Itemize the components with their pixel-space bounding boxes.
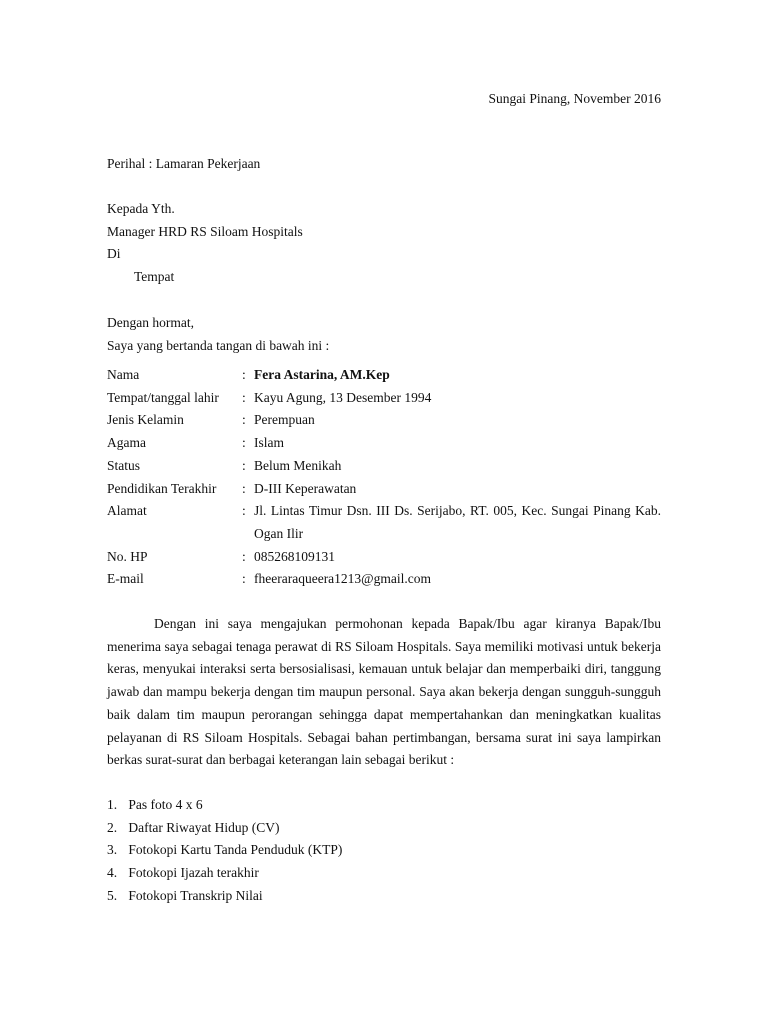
field-label: Alamat (107, 503, 147, 519)
field-value-phone: 085268109131 (254, 548, 335, 564)
opening-block (107, 312, 329, 357)
field-label: No. HP (107, 548, 148, 564)
field-label: Nama (107, 367, 140, 382)
attachment-list (107, 794, 342, 908)
list-item-text: Daftar Riwayat Hidup (CV) (128, 819, 280, 835)
field-value-address: Jl. Lintas Timur Dsn. III Ds. Serijabo, RT. 005, Kec. Sungai Pinang Kab. Ogan Ilir (254, 503, 661, 541)
field-row-religion (107, 432, 661, 455)
recipient-line-3: Di (107, 246, 121, 262)
field-colon: : (242, 435, 246, 451)
field-colon: : (242, 571, 246, 587)
list-item-text: Fotokopi Transkrip Nilai (128, 887, 263, 903)
intro-line: Saya yang bertanda tangan di bawah ini : (107, 337, 330, 353)
field-value-birth: Kayu Agung, 13 Desember 1994 (254, 389, 432, 405)
greeting: Dengan hormat, (107, 315, 194, 330)
list-item-number: 2. (107, 819, 118, 835)
field-row-email (107, 568, 661, 591)
field-row-status (107, 455, 661, 478)
list-item-number: 5. (107, 887, 118, 903)
field-label: Pendidikan Terakhir (107, 480, 217, 496)
field-label: Jenis Kelamin (107, 412, 184, 428)
list-item-number: 3. (107, 842, 118, 858)
field-value-name: Fera Astarina, AM.Kep (254, 367, 390, 382)
field-colon: : (242, 503, 246, 519)
recipient-block (107, 198, 303, 289)
field-label: Agama (107, 435, 146, 451)
field-colon: : (242, 457, 246, 473)
list-item-text: Fotokopi Ijazah terakhir (128, 865, 259, 881)
field-colon: : (242, 548, 246, 564)
list-item-number: 4. (107, 865, 118, 881)
field-label: E-mail (107, 571, 144, 587)
body-paragraph: Dengan ini saya mengajukan permohonan kepada Bapak/Ibu agar kiranya Bapak/Ibu menerima saya sebagai tenaga perawat di RS Siloam Hospitals. Saya memiliki motivasi untuk bekerja keras, menyukai interaksi serta bersosialisasi, kemauan untuk belajar dan memperbaiki diri, tanggung jawab dan mampu bekerja dengan tim maupun personal. Saya akan bekerja dengan sungguh-sungguh baik dalam tim maupun perorangan sehingga dapat mempertahankan dan meningkatkan kualitas pelayanan di RS Siloam Hospitals. Sebagai bahan pertimbangan, bersama surat ini saya lampirkan berkas surat-surat dan berbagai keterangan lain sebagai berikut : (107, 616, 661, 768)
field-value-religion: Islam (254, 435, 284, 451)
list-item (107, 862, 342, 885)
letter-subject: Perihal : Lamaran Pekerjaan (107, 156, 261, 171)
field-label: Status (107, 457, 141, 473)
field-row-birth (107, 387, 661, 410)
letter-date: Sungai Pinang, November 2016 (488, 91, 661, 106)
list-item (107, 839, 342, 862)
field-row-gender (107, 409, 661, 432)
recipient-line-4: Tempat (134, 269, 175, 285)
field-value-gender: Perempuan (254, 412, 315, 428)
list-item-number: 1. (107, 797, 118, 812)
recipient-line-1: Kepada Yth. (107, 201, 175, 216)
list-item-text: Pas foto 4 x 6 (128, 797, 203, 812)
list-item (107, 817, 342, 840)
list-item (107, 885, 342, 908)
list-item (107, 794, 342, 817)
list-item-text: Fotokopi Kartu Tanda Penduduk (KTP) (128, 842, 343, 858)
field-label: Tempat/tanggal lahir (107, 389, 219, 405)
field-row-education (107, 478, 661, 501)
field-colon: : (242, 389, 246, 405)
field-row-address (107, 500, 661, 545)
field-colon: : (242, 367, 246, 382)
recipient-line-2: Manager HRD RS Siloam Hospitals (107, 223, 303, 239)
field-row-name (107, 364, 661, 387)
field-value-status: Belum Menikah (254, 457, 342, 473)
field-value-education: D-III Keperawatan (254, 480, 357, 496)
field-row-phone (107, 546, 661, 569)
field-colon: : (242, 412, 246, 428)
field-colon: : (242, 480, 246, 496)
field-value-email: fheeraraqueera1213@gmail.com (254, 571, 431, 587)
personal-details (107, 364, 661, 591)
